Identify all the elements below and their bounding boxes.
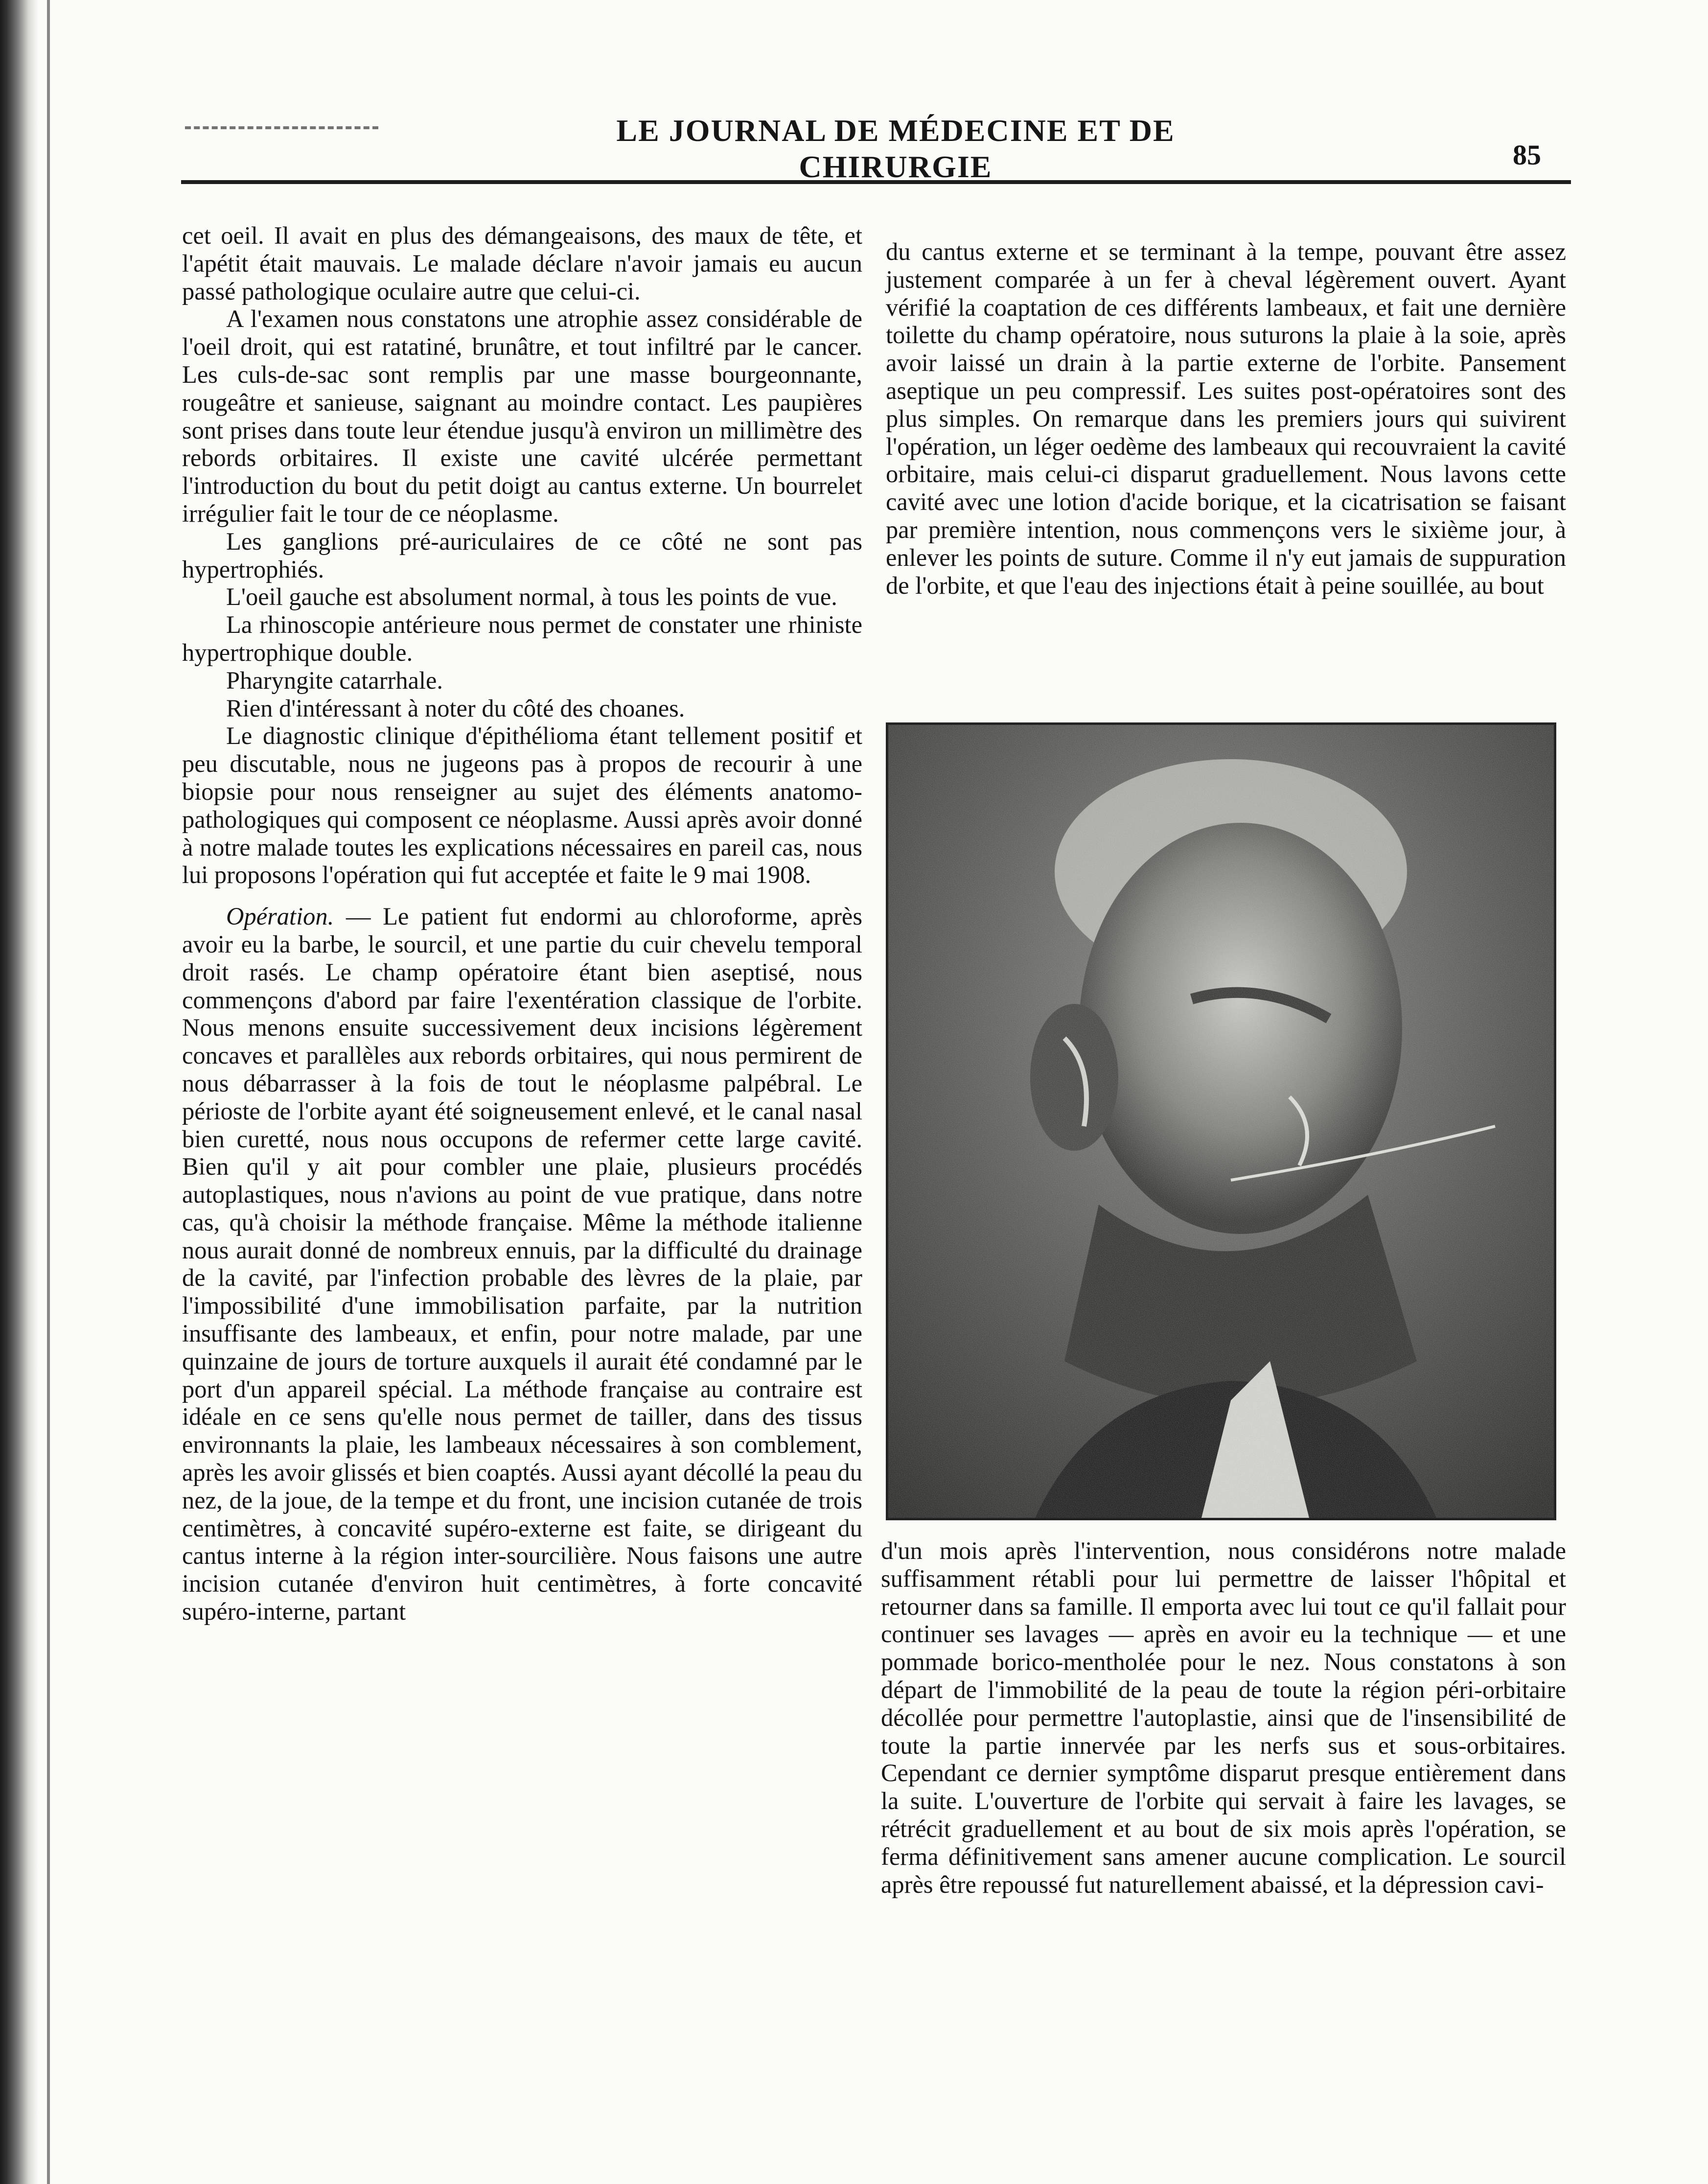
paragraph-left-eye: L'oeil gauche est absolument normal, à tous les points de vue. bbox=[226, 583, 837, 611]
page-number: 85 bbox=[1513, 139, 1541, 171]
paragraph-operation bbox=[182, 903, 862, 1626]
operation-heading: Opération. bbox=[226, 903, 334, 930]
running-head: LE JOURNAL DE MÉDECINE ET DE CHIRURGIE bbox=[616, 113, 1175, 184]
paragraph-rhinoscopy: La rhinoscopie antérieure nous permet de constater une rhiniste hypertrophique double. bbox=[182, 611, 862, 666]
patient-photograph bbox=[886, 722, 1556, 1520]
header-rule bbox=[181, 180, 1571, 184]
operation-text: — Le patient fut endormi au chloroforme, après avoir eu la barbe, le sourcil, et une partie du cuir chevelu temporal droit rasés. Le champ opératoire étant bien aseptisé, nous commençons d'abord par faire l'exentération classique de l'orbite. Nous menons ensuite successivement deux incisions légèrement concaves et parallèles aux rebords orbitaires, qui nous permirent de nous débarrasser à la fois de tout le néoplasme palpébral. Le périoste de l'orbite ayant été soigneusement enlevé, et le canal nasal bien curetté, nous nous occupons de refermer cette large cavité. Bien qu'il y ait pour combler une plaie, plusieurs procédés autoplastiques, nous n'avions au point de vue pratique, dans notre cas, qu'à choisir la méthode française. Même la méthode italienne nous aurait donné de nombreux ennuis, par la difficulté du drainage de la cavité, par l'infection probable des lèvres de la plaie, par l'impossibilité d'une immobilisation parfaite, par la nutrition insuffisante des lambeaux, et enfin, pour notre malade, par une quinzaine de jours de torture auxquels il aurait été condamné par le port d'un appareil spécial. La méthode française au contraire est idéale en ce sens qu'elle nous permet de tailler, dans des tissus environnants la plaie, les lambeaux nécessaires à son comblement, après les avoir glissés et bien coaptés. Aussi ayant décollé la peau du nez, de la joue, de la tempe et du front, une incision cutanée de trois centimètres, à concavité supéro-externe est faite, se dirigeant du cantus interne à la région inter-sourcilière. Nous faisons une autre incision cutanée d'environ huit centimètres, à forte concavité supéro-interne, partant bbox=[182, 903, 862, 1626]
header-ornament bbox=[185, 126, 378, 133]
paragraph-continuation: du cantus externe et se terminant à la tempe, pouvant être assez justement comparée à un fer à cheval légèrement ouvert. Ayant vérifié la coaptation de ces différents lambeaux, et fait une dernière toilette du champ opératoire, nous suturons la plaie à la soie, après avoir laissé un drain à la partie externe de l'orbite. Pansement aseptique un peu compressif. Les suites post-opératoires sont des plus simples. On remarque dans les premiers jours qui suivirent l'opération, un léger oedème des lambeaux qui recouvraient la cavité orbitaire, mais celui-ci disparut graduellement. Nous lavons cette cavité avec une lotion d'acide borique, et la cicatrisation se faisant par première intention, nous commençons vers le sixième jour, à enlever les points de suture. Comme il n'y eut jamais de suppuration de l'orbite, et que l'eau des injections était à peine souillée, au bout bbox=[886, 238, 1566, 599]
paragraph-symptoms: cet oeil. Il avait en plus des démangeaisons, des maux de tête, et l'apétit était mauvais. Le malade déclare n'avoir jamais eu aucun passé pathologique oculaire autre que celui-ci. bbox=[182, 222, 862, 305]
left-column bbox=[182, 222, 862, 1626]
right-column-top bbox=[886, 238, 1566, 599]
binding-line bbox=[47, 0, 50, 2184]
right-column-bottom bbox=[881, 1537, 1566, 1898]
paragraph-examination: A l'examen nous constatons une atrophie assez considérable de l'oeil droit, qui est ratatiné, brunâtre, et tout infiltré par le cancer. Les culs-de-sac sont remplis par une masse bourgeonnante, rougeâtre et sanieuse, saignant au moindre contact. Les paupières sont prises dans toute leur étendue jusqu'à environ un millimètre des rebords orbitaires. Il existe une cavité ulcérée permettant l'introduction du bout du petit doigt au cantus externe. Un bourrelet irrégulier fait le tour de ce néoplasme. bbox=[182, 305, 862, 527]
photograph-image bbox=[888, 725, 1554, 1518]
paragraph-diagnosis: Le diagnostic clinique d'épithélioma étant tellement positif et peu discutable, nous ne jugeons pas à propos de recourir à une biopsie pour nous renseigner au sujet des éléments anatomo-pathologiques qui composent ce néoplasme. Aussi après avoir donné à notre malade toutes les explications nécessaires en pareil cas, nous lui proposons l'opération qui fut acceptée et faite le 9 mai 1908. bbox=[182, 722, 862, 889]
paragraph-pharyngitis: Pharyngite catarrhale. bbox=[226, 666, 443, 694]
paragraph-ganglions: Les ganglions pré-auriculaires de ce côté ne sont pas hypertrophiés. bbox=[182, 527, 862, 583]
paragraph-recovery: d'un mois après l'intervention, nous considérons notre malade suffisamment rétabli pour lui permettre de laisser l'hôpital et retourner dans sa famille. Il emporta avec lui tout ce qu'il fallait pour continuer ses lavages — après en avoir eu la technique — et une pommade borico-mentholée pour le nez. Nous constatons à son départ de l'immobilité de la peau de toute la région péri-orbitaire décollée pour permettre l'autoplastie, ainsi que de l'insensibilité de toute la partie innervée par les nerfs sus et sous-orbitaires. Cependant ce dernier symptôme disparut presque entièrement dans la suite. L'ouverture de l'orbite qui servait à faire les lavages, se rétrécit graduellement et au bout de six mois après l'opération, se ferma définitivement sans amener aucune complication. Le sourcil après être repoussé fut naturellement abaissé, et la dépression cavi- bbox=[881, 1537, 1566, 1898]
paragraph-choanes: Rien d'intéressant à noter du côté des choanes. bbox=[226, 694, 685, 722]
binding-shadow bbox=[0, 0, 38, 2184]
